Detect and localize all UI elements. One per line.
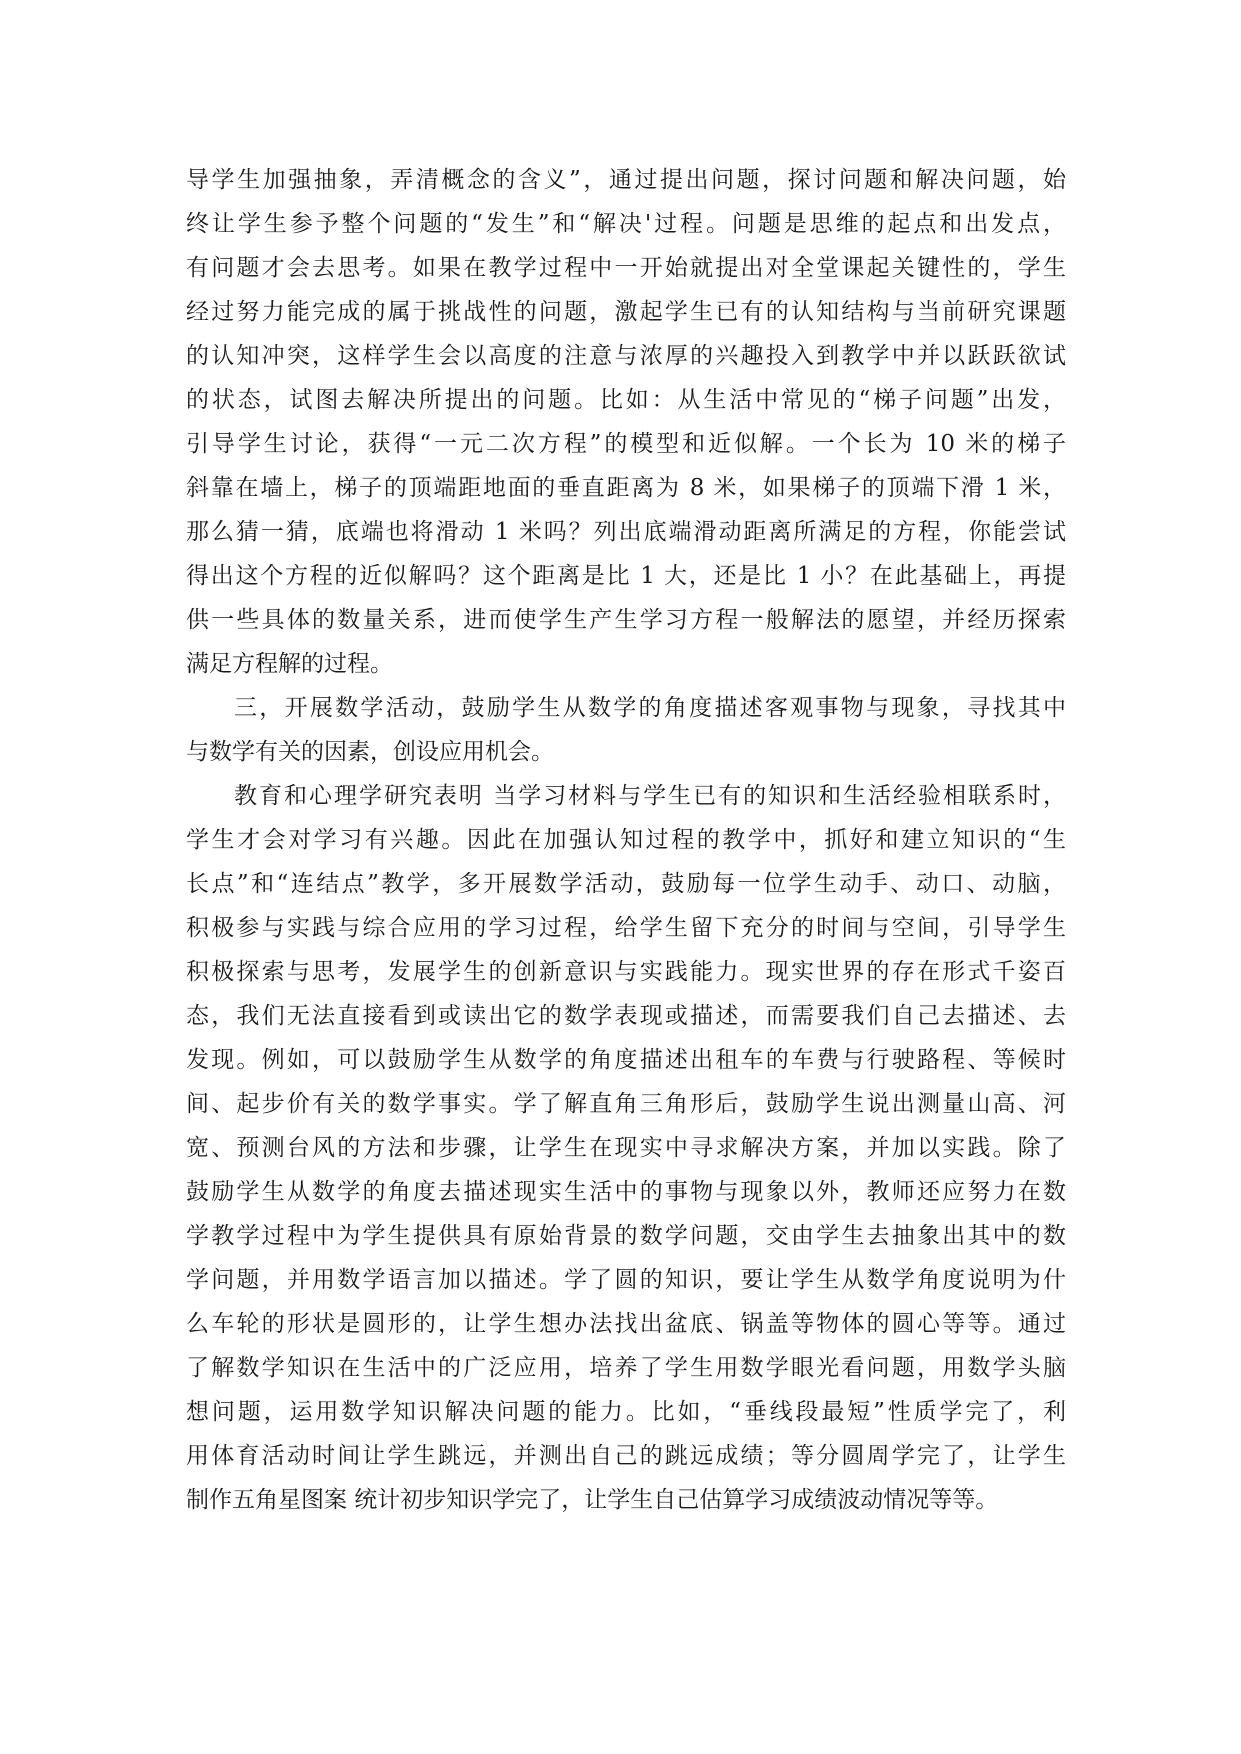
text-line: 终让学生参予整个问题的“发生”和“解决'过程。问题是思维的起点和出发点， (186, 211, 1066, 237)
text-line: 学问题，并用数学语言加以描述。学了圆的知识，要让学生从数学角度说明为什 (186, 1267, 1066, 1293)
text-line: 态，我们无法直接看到或读出它的数学表现或描述，而需要我们自己去描述、去 (186, 1003, 1066, 1029)
text-line: 制作五角星图案 统计初步知识学完了，让学生自己估算学习成绩波动情况等等。 (186, 1487, 999, 1513)
text-line: 导学生加强抽象，弄清概念的含义”，通过提出问题，探讨问题和解决问题，始 (186, 167, 1066, 193)
text-line: 学教学过程中为学生提供具有原始背景的数学问题，交由学生去抽象出其中的数 (186, 1223, 1066, 1249)
text-line: 经过努力能完成的属于挑战性的问题，激起学生已有的认知结构与当前研究课题 (186, 299, 1066, 325)
text-line: 引导学生讨论，获得“一元二次方程”的模型和近似解。一个长为 10 米的梯子 (186, 431, 1066, 457)
text-line: 积极参与实践与综合应用的学习过程，给学生留下充分的时间与空间，引导学生 (186, 915, 1066, 941)
text-line: 宽、预测台风的方法和步骤，让学生在现实中寻求解决方案，并加以实践。除了 (186, 1135, 1066, 1161)
text-line: 有问题才会去思考。如果在教学过程中一开始就提出对全堂课起关键性的，学生 (186, 255, 1066, 281)
text-line: 发现。例如，可以鼓励学生从数学的角度描述出租车的车费与行驶路程、等候时 (186, 1047, 1066, 1073)
paragraph (186, 686, 1066, 774)
body-text (186, 158, 1066, 1522)
text-line: 教育和心理学研究表明 当学习材料与学生已有的知识和生活经验相联系时， (234, 783, 1066, 809)
text-line: 供一些具体的数量关系，进而使学生产生学习方程一般解法的愿望，并经历探索 (186, 607, 1066, 633)
text-line: 用体育活动时间让学生跳远，并测出自己的跳远成绩；等分圆周学完了，让学生 (186, 1443, 1066, 1469)
text-line: 的状态，试图去解决所提出的问题。比如：从生活中常见的“梯子问题”出发， (186, 387, 1066, 413)
text-line: 斜靠在墙上，梯子的顶端距地面的垂直距离为 8 米，如果梯子的顶端下滑 1 米， (186, 475, 1066, 501)
text-line: 么车轮的形状是圆形的，让学生想办法找出盆底、锅盖等物体的圆心等等。通过 (186, 1311, 1066, 1337)
text-line: 学生才会对学习有兴趣。因此在加强认知过程的教学中，抓好和建立知识的“生 (186, 827, 1066, 853)
text-line: 间、起步价有关的数学事实。学了解直角三角形后，鼓励学生说出测量山高、河 (186, 1091, 1066, 1117)
paragraph (186, 774, 1066, 1522)
text-line: 想问题，运用数学知识解决问题的能力。比如，“垂线段最短”性质学完了，利 (186, 1399, 1066, 1425)
text-line: 长点”和“连结点”教学，多开展数学活动，鼓励每一位学生动手、动口、动脑， (186, 871, 1066, 897)
text-line: 满足方程解的过程。 (186, 651, 393, 677)
text-line: 那么猜一猜，底端也将滑动 1 米吗？列出底端滑动距离所满足的方程，你能尝试 (186, 519, 1066, 545)
text-line: 了解数学知识在生活中的广泛应用，培养了学生用数学眼光看问题，用数学头脑 (186, 1355, 1066, 1381)
text-line: 与数学有关的因素，创设应用机会。 (186, 739, 554, 765)
paragraph (186, 158, 1066, 686)
text-line: 得出这个方程的近似解吗？这个距离是比 1 大，还是比 1 小？在此基础上，再提 (186, 563, 1066, 589)
text-line: 的认知冲突，这样学生会以高度的注意与浓厚的兴趣投入到教学中并以跃跃欲试 (186, 343, 1066, 369)
text-line: 积极探索与思考，发展学生的创新意识与实践能力。现实世界的存在形式千姿百 (186, 959, 1066, 985)
text-line: 鼓励学生从数学的角度去描述现实生活中的事物与现象以外，教师还应努力在数 (186, 1179, 1066, 1205)
text-line: 三，开展数学活动，鼓励学生从数学的角度描述客观事物与现象，寻找其中 (234, 695, 1066, 721)
